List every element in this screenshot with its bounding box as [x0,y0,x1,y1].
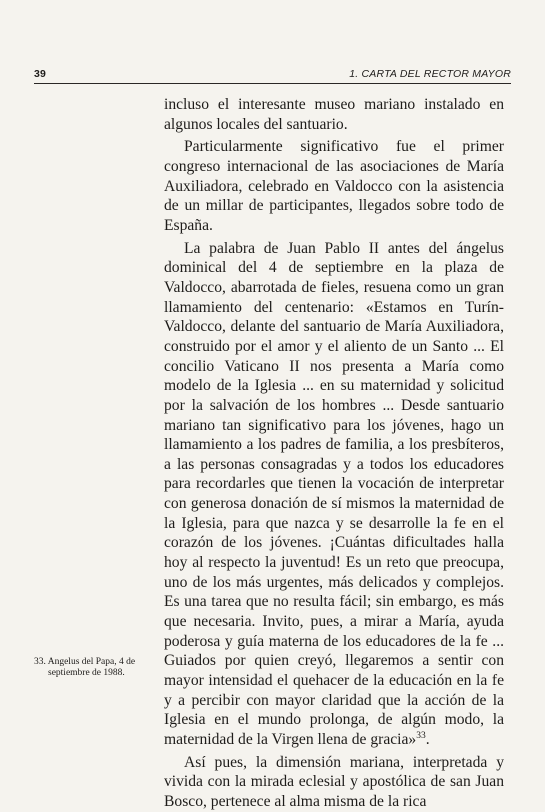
paragraph-3-text: La palabra de Juan Pablo II antes del ángelus dominical del 4 de septiembre en la plaza de Valdocco, abarrotada de fieles, resuena como un gran llamamiento del centenario: «Estamos en Turín-Valdocco, delante del santuario de María Auxiliadora, construido por el amor y el aliento de un Santo ... El concilio Vaticano II nos presenta a María como modelo de la Iglesia ... en su maternidad y solicitud por la salvación de los hombres ... Desde santuario mariano tan significativo para los jóvenes, hago un llamamiento a los padres de familia, a los presbíteros, a las personas consagradas y a todos los educadores para recordarles que tienen la vocación de interpretar con generosa donación de sí mismos la maternidad de la Iglesia, para que nazca y se desarrolle la fe en el corazón de los jóvenes. ¡Cuántas dificultades halla hoy al respecto la juventud! Es un reto que preocupa, uno de los más urgentes, más delicados y complejos. Es una tarea que no resulta fácil; sin embargo, es más que necesaria. Invito, pues, a mirar a María, ayuda poderosa y guía materna de los educadores de la fe ... Guiados por quien creyó, llegaremos a sentir con mayor intensidad el quehacer de la educación en la fe y a percibir con mayor claridad que la acción de la Iglesia en el mundo prolonga, de algún modo, la maternidad de la Virgen llena de gracia» [164,239,504,748]
footnote-line-1: 33. Angelus del Papa, 4 de [34,657,136,667]
paragraph-2: Particularmente significativo fue el primer congreso internacional de las asociaciones de María Auxiliadora, celebrado en Valdocco con la asistencia de un millar de participantes, llegados sobre todo de España. [164,138,504,234]
paragraph-3 [164,239,504,750]
paragraph-3-end: . [425,731,430,748]
footnote-line-2: septiembre de 1988. [48,668,125,679]
running-title: 1. CARTA DEL RECTOR MAYOR [349,68,511,80]
main-text [164,95,504,812]
header-rule [34,83,511,84]
paragraph-1: incluso el interesante museo mariano instalado en algunos locales del santuario. [164,96,504,133]
page-number: 39 [34,68,47,80]
footnote-reference: 33 [416,730,426,741]
paragraph-4: Así pues, la dimensión mariana, interpretada y vivida con la mirada eclesial y apostólica de san Juan Bosco, pertenece al alma misma de la rica [164,753,504,810]
footnote [34,657,159,680]
page-header [34,68,511,82]
